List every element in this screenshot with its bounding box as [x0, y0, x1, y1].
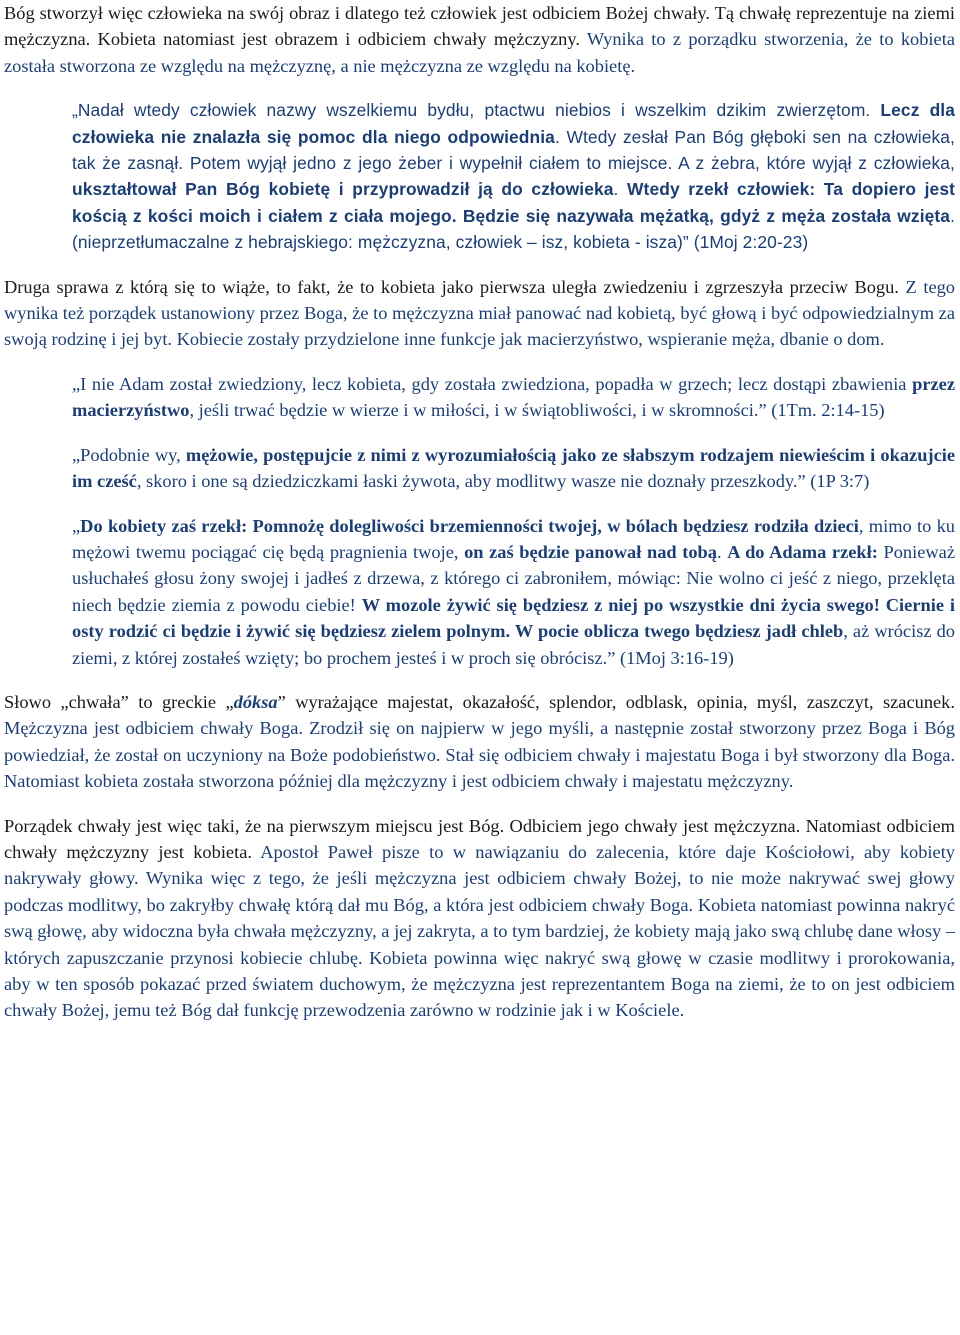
greek-word-doksa: dóksa	[233, 691, 278, 712]
quote-genesis-3-bold: W mozole żywić się będziesz z niej po wszystkie dni życia swego! Ciernie i osty rodzić ci będzie i żywić się będziesz zielem polnym. W pocie oblicza twego będziesz jadł chleb	[72, 594, 955, 642]
quote-genesis-3-bold: on zaś będzie panował nad tobą	[464, 541, 717, 562]
document-page	[4, 0, 955, 1024]
quote-genesis-2-bold: Wtedy rzekł człowiek: Ta dopiero jest kością z kości moich i ciałem z ciała mojego. Będzie się nazywała mężatką, gdyż z męża została wzięta	[72, 179, 955, 226]
quote-genesis-2	[4, 97, 955, 255]
paragraph-3-highlight: Mężczyzna jest odbiciem chwały Boga. Zrodził się on najpierw w jego myśli, a następnie został stworzony przez Boga i Bóg powiedział, że został on uczyniony na Boże podobieństwo. Stał się odbiciem chwały i majestatu Boga i był stworzony dla Boga. Natomiast kobieta została stworzona później dla mężczyzny i jest odbiciem chwały i majestatu mężczyzny.	[4, 718, 955, 792]
quote-1-timothy-bold: przez macierzyństwo	[72, 373, 955, 421]
paragraph-2	[4, 274, 955, 353]
quote-genesis-2-part: . Wtedy zesłał Pan Bóg głęboki sen na człowieka, tak że zasnął. Potem wyjął jedno z jego żeber i wypełnił ciałem to miejsce. A z żebra, które wyjął z człowieka,	[72, 126, 955, 174]
quote-genesis-3	[4, 513, 955, 671]
quote-genesis-3-open: „	[72, 515, 81, 536]
quote-genesis-2-bold: Lecz dla człowieka nie znalazła się pomoc dla niego odpowiednia	[72, 100, 955, 147]
paragraph-1-text: Bóg stworzył więc człowieka na swój obraz i dlatego też człowiek jest odbiciem Bożej chwały. Tą chwałę reprezentuje na ziemi mężczyzna. Kobieta natomiast jest obrazem i odbiciem chwały mężczyzny.	[4, 3, 955, 50]
quote-genesis-2-bold: ukształtował Pan Bóg kobietę i przyprowadził ją do człowieka	[72, 179, 614, 200]
quote-genesis-3-reference: , aż wrócisz do ziemi, z której zostałeś wzięty; bo prochem jesteś i w proch się obrócisz.” (1Moj 3:16-19)	[72, 621, 955, 668]
quote-1-timothy-reference: , jeśli trwać będzie w wierze i w miłości, i w świątobliwości, i w skromności.” (1Tm. 2:14-15)	[189, 400, 885, 421]
paragraph-4	[4, 813, 955, 1024]
paragraph-3	[4, 689, 955, 795]
paragraph-1-highlight: Wynika to z porządku stworzenia, że to kobieta została stworzona ze względu na mężczyznę, a nie mężczyzna ze względu na kobietę.	[4, 29, 955, 76]
paragraph-4-highlight: Apostoł Paweł pisze to w nawiązaniu do zalecenia, które daje Kościołowi, aby kobiety nakrywały głowy. Wynika więc z tego, że jeśli mężczyzna jest odbiciem chwały Bożej, to nie może nakrywać swej głowy podczas modlitwy, bo zakryłby chwałę którą dał mu Bóg, a która jest odbiciem chwały Boga. Kobieta natomiast powinna nakryć swą głowę, aby widoczna była chwała mężczyzny, a jej zakryta, a to tym bardziej, że kobiety mają jako swą chlubę dane włosy – których zapuszczanie przynosi kobiecie chlubę. Kobieta powinna więc nakryć swą głowę w czasie modlitwy i prorokowania, aby w ten sposób pokazać przed światem duchowym, że mężczyzna jest reprezentantem Boga na ziemi, że to on jest odbiciem chwały Bożej, jemu też Bóg dał funkcję przewodzenia zarówno w rodzinie jak i w Kościele.	[4, 841, 956, 1021]
paragraph-3-text: Słowo „chwała” to greckie „	[4, 691, 234, 712]
paragraph-2-highlight: Z tego wynika też porządek ustanowiony przez Boga, że to mężczyzna miał panować nad kobietą, być głową i być odpowiedzialnym za swoją rodzinę i jej byt.	[4, 276, 955, 350]
quote-genesis-2-part: „Nadał wtedy człowiek nazwy wszelkiemu bydłu, ptactwu niebios i wszelkim dzikim zwierzętom.	[72, 100, 881, 121]
quote-genesis-2-reference: . (nieprzetłumaczalne z hebrajskiego: mężczyzna, człowiek – isz, kobieta - isza)” (1Moj 2:20-23)	[72, 205, 955, 253]
quote-genesis-3-part: .	[716, 541, 728, 562]
paragraph-2-text: Druga sprawa z którą się to wiąże, to fakt, że to kobieta jako pierwsza uległa zwiedzeniu i zgrzeszyła przeciw Bogu.	[4, 276, 906, 297]
quote-1-peter	[4, 442, 955, 495]
quote-genesis-3-part: Ponieważ usłuchałeś głosu żony swojej i jadłeś z drzewa, z którego ci zabroniłem, mówiąc: Nie wolno ci jeść z niego, przeklęta niech będzie ziemia z powodu ciebie!	[72, 541, 955, 615]
paragraph-4-text: Porządek chwały jest więc taki, że na pierwszym miejscu jest Bóg. Odbiciem jego chwały jest mężczyzna. Natomiast odbiciem chwały mężczyzny jest kobieta.	[4, 815, 955, 862]
paragraph-1	[4, 0, 955, 79]
paragraph-3-text: ” wyrażające majestat, okazałość, splendor, odblask, opinia, myśl, zaszczyt, szacunek.	[277, 691, 955, 712]
quote-1-peter-part: „Podobnie wy,	[72, 444, 186, 465]
quote-1-peter-reference: , skoro i one są dziedziczkami łaski żywota, aby modlitwy wasze nie doznały przeszkody.” (1P 3:7)	[136, 471, 870, 492]
quote-genesis-3-bold: Do kobiety zaś rzekł: Pomnożę dolegliwości brzemienności twojej, w bólach będziesz rodziła dzieci	[80, 515, 859, 536]
quote-genesis-2-part: .	[613, 179, 628, 200]
paragraph-2-highlight: Kobiecie zostały przydzielone inne funkcje jak macierzyństwo, wspieranie męża, dbanie o dom.	[176, 329, 885, 350]
quote-genesis-3-bold: A do Adama rzekł:	[727, 541, 878, 562]
quote-genesis-3-part: , mimo to ku mężowi twemu pociągać cię będą pragnienia twoje,	[72, 515, 955, 562]
quote-1-peter-bold: mężowie, postępujcie z nimi z wyrozumiałością jako ze słabszym rodzajem niewieścim i okazujcie im cześć	[72, 444, 956, 492]
quote-1-timothy	[4, 371, 955, 424]
quote-1-timothy-part: „I nie Adam został zwiedziony, lecz kobieta, gdy została zwiedziona, popadła w grzech; lecz dostąpi zbawienia	[72, 373, 913, 394]
